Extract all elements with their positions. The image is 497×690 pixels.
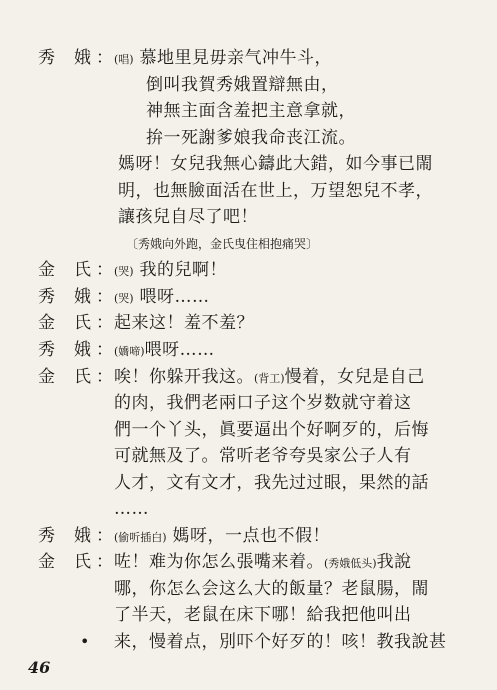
colon: ： <box>96 313 113 334</box>
dialogue-text: 倒叫我賀秀娥置辯無由， <box>146 74 339 95</box>
dialogue-text: 的肉，我們老兩口子这个岁数就守着这 <box>114 393 412 414</box>
colon: ： <box>96 552 113 573</box>
dialogue-text: 来，慢着点，別吓个好歹的！咳！教我說甚 <box>114 632 447 652</box>
dialogue-text: 人才，文有文才，我先过过眼，果然的話 <box>114 472 429 493</box>
speaker-name: 秀 娥 <box>38 525 92 546</box>
dialogue-text: 起来这！羞不羞？ <box>114 313 254 334</box>
dialogue-text: 們一个丫头，眞要逼出个好啊歹的，后悔 <box>114 419 429 440</box>
speaker-name: 金 氏 <box>38 313 92 334</box>
dialogue-text: 哪，你怎么会这么大的飯量？老鼠腸，閙 <box>114 578 429 599</box>
dialogue-text: 慕地里見毋亲气冲牛斗， <box>139 48 332 68</box>
dialogue-text: 媽呀，一点也不假！ <box>172 525 330 546</box>
page-number: 46 <box>28 658 51 677</box>
dialogue-text: 喂呀…… <box>139 286 210 307</box>
dialogue-text: 我說 <box>376 552 412 573</box>
dialogue-text: …… <box>114 499 149 520</box>
speaker-name: 秀 娥 <box>38 48 92 68</box>
stage-direction: (偷听插白) <box>114 530 167 544</box>
stage-direction: 〔秀娥向外跑，金氏曳住相抱痛哭〕 <box>126 236 319 251</box>
dialogue-text: 我的兒啊！ <box>139 260 227 281</box>
stage-direction: (秀娥低头) <box>324 557 377 571</box>
stage-direction: (哭) <box>114 265 134 279</box>
dialogue-text: 咗！难为你怎么張嘴来着。 <box>114 552 324 573</box>
speaker-name: 秀 娥 <box>38 340 92 360</box>
dialogue-text: 喂呀…… <box>144 340 215 360</box>
colon: ： <box>96 340 113 360</box>
speaker-name: 金 氏 <box>38 260 92 281</box>
dialogue-text: 讓孩兒自尽了吧！ <box>118 207 258 228</box>
colon: ： <box>96 286 113 307</box>
dialogue-text: 明，也無臉面活在世上，万望恕兒不孝， <box>118 180 433 201</box>
dialogue-text: 慢着，女兒是自己 <box>284 366 425 387</box>
speaker-name: 秀 娥 <box>38 286 92 307</box>
dialogue-text: 神無主面含羞把主意拿就， <box>146 101 356 122</box>
colon: ： <box>96 366 113 387</box>
dialogue-text: 唉！你躲开我这。 <box>114 366 254 387</box>
margin-bullet: • <box>80 632 90 651</box>
stage-direction: (嬌啼) <box>114 345 145 358</box>
stage-direction: (唱) <box>114 53 134 66</box>
colon: ： <box>96 525 113 546</box>
dialogue-text: 了半天，老鼠在床下哪！給我把他叫出 <box>114 605 412 626</box>
stage-direction: (哭) <box>114 291 134 305</box>
colon: ： <box>96 48 113 68</box>
stage-direction: (背工) <box>254 371 285 385</box>
dialogue-text: 拚一死謝爹娘我命丧江流。 <box>146 127 356 148</box>
speaker-name: 金 氏 <box>38 366 92 387</box>
dialogue-text: 媽呀！女兒我無心鑄此大錯，如今事已閙 <box>118 154 433 175</box>
colon: ： <box>96 260 113 281</box>
speaker-name: 金 氏 <box>38 552 92 573</box>
dialogue-text: 可就無及了。常听老爷夸吳家公子人有 <box>114 446 412 467</box>
